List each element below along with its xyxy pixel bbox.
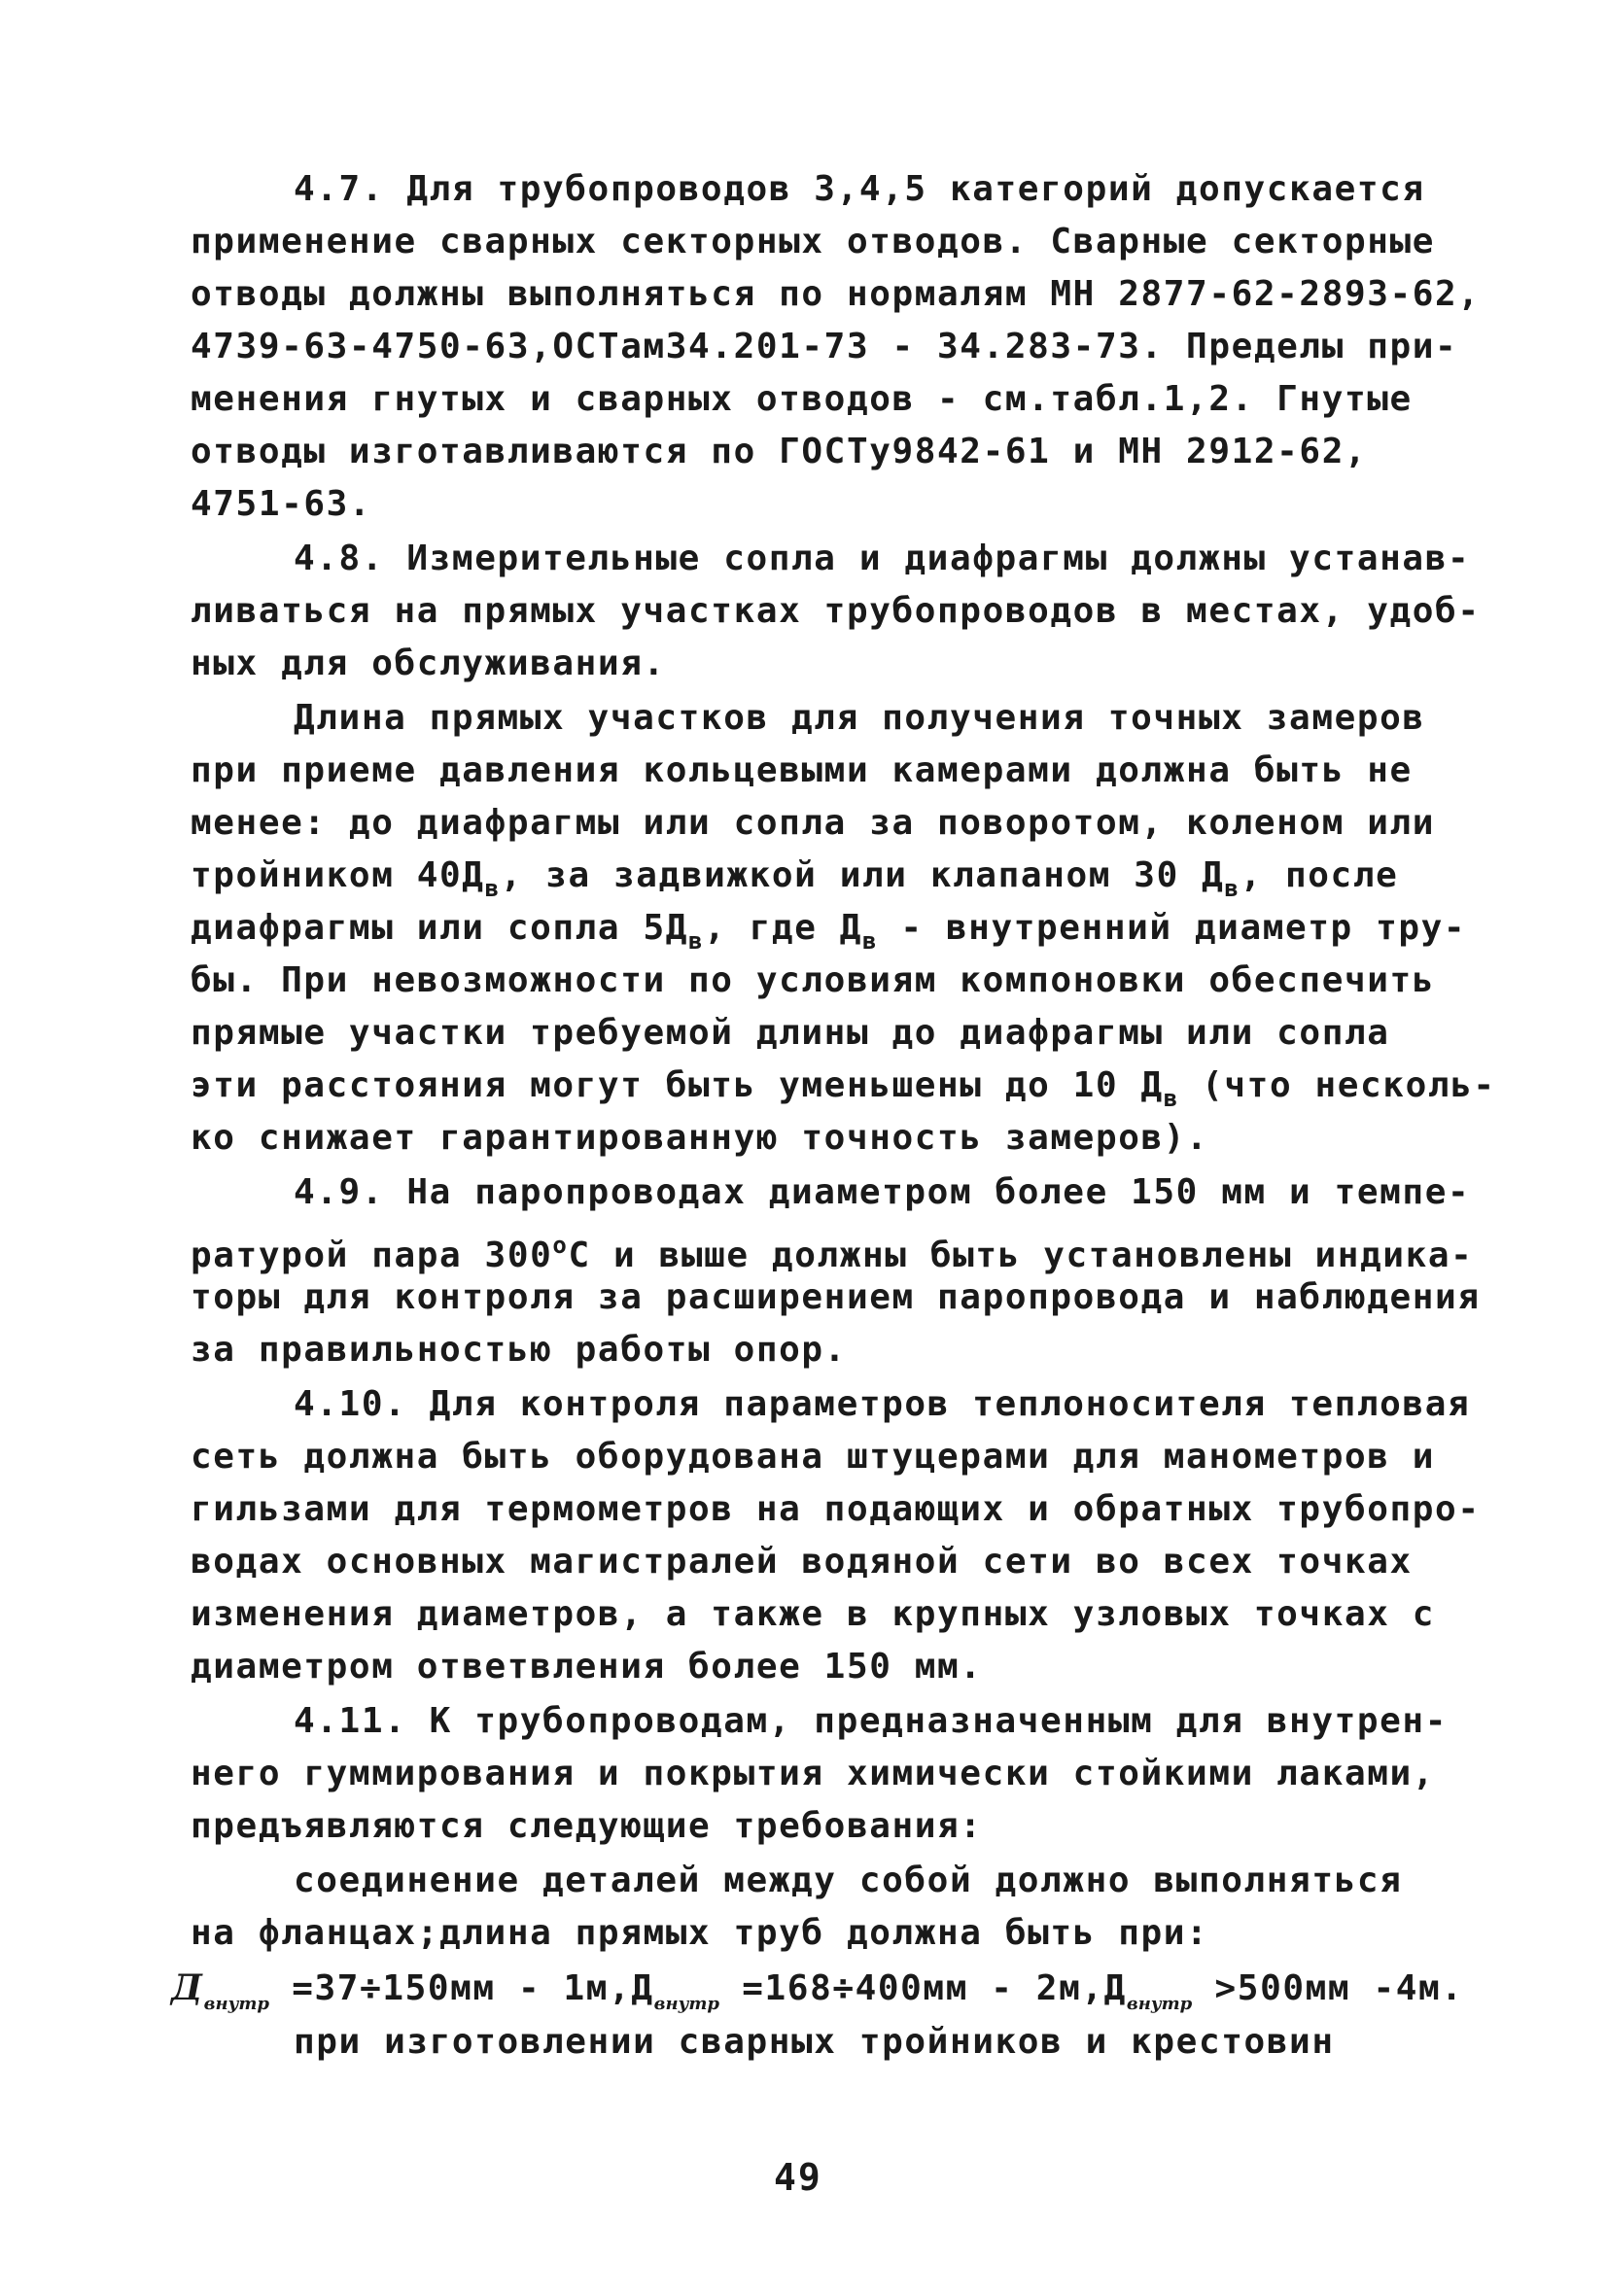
text-line: сеть должна быть оборудована штуцерами для манометров и <box>191 1437 1436 1477</box>
text-line: бы. При невозможности по условиям компоновки обеспечить <box>191 960 1436 1000</box>
subscript: в <box>1224 875 1240 902</box>
text-run: (что несколь- <box>1178 1065 1496 1105</box>
text-line: менения гнутых и сварных отводов - см.табл.1,2. Гнутые <box>191 379 1413 419</box>
handwritten-subscript: внутр <box>203 1994 269 2014</box>
subscript: в <box>688 927 705 955</box>
text-line: отводы должны выполняться по нормалям МН 2877-62-2893-62, <box>191 274 1481 314</box>
text-line: менее: до диафрагмы или сопла за поворотом, коленом или <box>191 803 1436 843</box>
text-line: при изготовлении сварных тройников и крестовин <box>294 2022 1335 2062</box>
text-run: , где Д <box>704 908 863 948</box>
subscript: в <box>484 875 501 902</box>
text-line: 4739-63-4750-63,ОСТам34.201-73 - 34.283-73. Пределы при- <box>191 327 1458 366</box>
text-line: 4.7. Для трубопроводов 3,4,5 категорий допускается <box>294 169 1425 209</box>
text-line: предъявляются следующие требования: <box>191 1806 983 1846</box>
text-line: него гуммирования и покрытия химически стойкими лаками, <box>191 1754 1436 1793</box>
text-line: диаметром ответвления более 150 мм. <box>191 1647 983 1687</box>
degree-superscript: о <box>552 1232 569 1259</box>
text-line: водах основных магистралей водяной сети во всех точках <box>191 1542 1413 1582</box>
text-line: Длина прямых участков для получения точных замеров <box>294 698 1425 738</box>
text-run: , за задвижкой или клапаном 30 Д <box>500 855 1225 895</box>
text-run: С и выше должны быть установлены индика- <box>568 1235 1474 1275</box>
text-line: за правильностью работы опор. <box>191 1330 847 1370</box>
text-line: ных для обслуживания. <box>191 644 666 683</box>
text-line: торы для контроля за расширением паропровода и наблюдения <box>191 1277 1481 1317</box>
text-run: - внутренний диаметр тру- <box>878 908 1467 948</box>
text-line: отводы изготавливаются по ГОСТу9842-61 и МН 2912-62, <box>191 432 1368 471</box>
text-run: =37÷150мм - 1м,Д <box>268 1968 654 2008</box>
text-line: 4.10. Для контроля параметров теплоносителя тепловая <box>294 1384 1471 1424</box>
text-run: эти расстояния могут быть уменьшены до 10 Д <box>191 1065 1164 1105</box>
text-line: гильзами для термометров на подающих и обратных трубопро- <box>191 1489 1481 1529</box>
text-line: при приеме давления кольцевыми камерами должна быть не <box>191 750 1413 790</box>
text-line: 4751-63. <box>191 484 372 524</box>
text-line: на фланцах;длина прямых труб должна быть при: <box>191 1913 1209 1953</box>
text-run: диафрагмы или сопла 5Д <box>191 908 689 948</box>
text-run: тройником 40Д <box>191 855 485 895</box>
text-run: , после <box>1240 855 1399 895</box>
subscript: в <box>1163 1085 1179 1112</box>
text-line: ко снижает гарантированную точность замеров). <box>191 1118 1209 1158</box>
text-run: >500мм -4м. <box>1192 1968 1464 2008</box>
text-line: ливаться на прямых участках трубопроводов в местах, удоб- <box>191 591 1481 631</box>
text-run: ратурой пара 300 <box>191 1235 553 1275</box>
text-run: =168÷400мм - 2м,Д <box>718 1968 1127 2008</box>
text-line: 4.8. Измерительные сопла и диафрагмы должны устанав- <box>294 539 1471 578</box>
handwritten-subscript: внутр <box>1126 1994 1193 2014</box>
text-line: применение сварных секторных отводов. Сварные секторные <box>191 222 1436 261</box>
text-line: прямые участки требуемой длины до диафрагмы или сопла <box>191 1013 1390 1053</box>
text-line: соединение деталей между собой должно выполняться <box>294 1861 1403 1900</box>
text-line: 4.11. К трубопроводам, предназначенным для внутрен- <box>294 1701 1448 1741</box>
text-line: 4.9. На паропроводах диаметром более 150 мм и темпе- <box>294 1172 1471 1212</box>
page-number: 49 <box>774 2156 822 2199</box>
handwritten-symbol: Д <box>171 1967 204 2008</box>
subscript: в <box>862 927 879 955</box>
text-line: изменения диаметров, а также в крупных узловых точках с <box>191 1594 1436 1634</box>
handwritten-subscript: внутр <box>653 1994 719 2014</box>
